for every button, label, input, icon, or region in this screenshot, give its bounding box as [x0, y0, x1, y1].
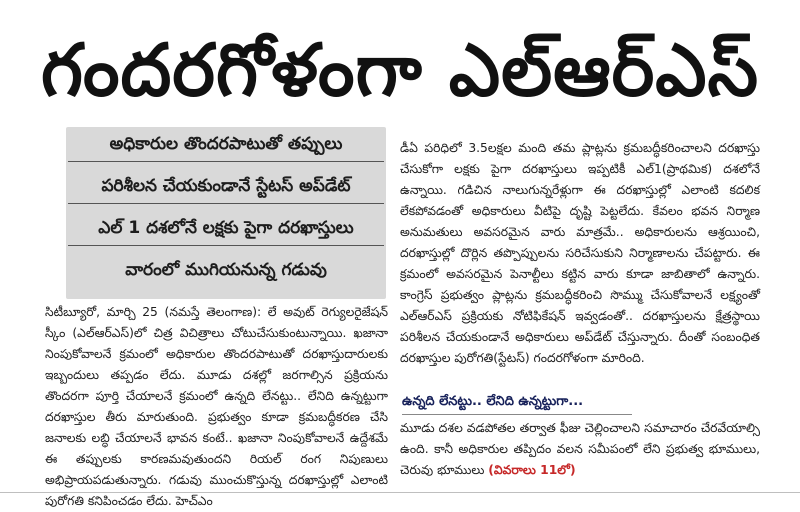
details-reference-tag: (వివరాలు 11లో)	[488, 463, 576, 477]
right-column-body-top: డీఏ పరిధిలో 3.5లక్షల మంది తమ ప్లాట్లను క్రమబద్ధీకరించాలని దరఖాస్తు చేసుకోగా లక్షకు పైగా దరఖాస్తులు ఇప్పటికీ ఎల్‌1(ప్రాథమిక) దశలోనే ఉన్నాయి. గడిచిన నాలుగున్నరేళ్లుగా ఈ దరఖాస్తుల్లో ఎలాంటి కదలిక లేకపోవడంతో అధికారులు వీటిపై దృష్టి పెట్టలేదు. కేవలం భవన నిర్మాణ అనుమతులు అవసరమైన వారు మాత్రమే.. అధికారులను ఆశ్రయించి, దరఖాస్తుల్లో దొర్లిన తప్పొప్పులను సరిచేసుకుని నిర్మాణాలను చేపట్టారు. ఈ క్రమంలో అవసరమైన పెనాల్టీలు కట్టిన వారు కూడా జాబితాలో ఉన్నారు. కాంగ్రెస్‌ ప్రభుత్వం ప్లాట్లను క్రమబద్ధీకరించి సొమ్ము చేసుకోవాలనే లక్ష్యంతో ఎల్‌ఆర్‌ఎస్‌ ప్రక్రియకు నోటిఫికేషన్‌ ఇవ్వడంతో.. దరఖాస్తులను క్షేత్రస్థాయి పరిశీలన చేయకుండానే అధికారులు అప్‌డేట్‌ చేస్తున్నారు. దీంతో సంబంధిత దరఖాస్తుల పురోగతి(స్టేటస్‌) గందరగోళంగా మారింది.	[400, 141, 760, 365]
right-column-body-bottom	[400, 418, 760, 481]
subhead-line-2: పరిశీలన చేయకుండానే స్టేటస్‌ అప్‌డేట్‌	[66, 175, 386, 197]
headline: గందరగోళంగా ఎల్‌ఆర్‌ఎస్‌	[40, 28, 760, 112]
subheads-box	[66, 127, 386, 299]
left-column-body: సిటీబ్యూరో, మార్చి 25 (నమస్తే తెలంగాణ): లే అవుట్‌ రెగ్యులరైజేషన్‌ స్కీం (ఎల్‌ఆర్‌ఎస్‌)లో చిత్ర విచిత్రాలు చోటుచేసుకుంటున్నాయి. ఖజానా నింపుకోవాలనే క్రమంలో అధికారుల తొందరపాటుతో దరఖాస్తుదారులకు ఇబ్బందులు తప్పడం లేదు. మూడు దశల్లో జరగాల్సిన ప్రక్రియను తొందరగా పూర్తి చేయాలనే క్రమంలో ఉన్నది లేనట్టు.. లేనిది ఉన్నట్టుగా దరఖాస్తుల తీరు మారుతుంది. ప్రభుత్వం కూడా క్రమబద్ధీకరణ చేసి జనాలకు లబ్ధి చేయాలనే భావన కంటే.. ఖజానా నింపుకోవాలనే ఉద్దేశమే ఈ తప్పులకు కారణమవుతుందని రియల్‌ రంగ నిపుణులు అభిప్రాయపడుతున్నారు. గడువు ముంచుకొస్తున్న దరఖాస్తుల్లో ఎలాంటి పురోగతి కనిపించడం లేదు. హెచ్‌ఎం	[45, 305, 388, 508]
subhead-line-4: వారంలో ముగియనున్న గడువు	[125, 260, 327, 280]
subhead-line-1: అధికారుల తొందరపాటుతో తప్పులు	[66, 133, 386, 155]
right-column-subhead: ఉన్నది లేనట్టు.. లేనిది ఉన్నట్టుగా...	[402, 392, 652, 412]
bottom-divider	[0, 492, 800, 493]
subhead-line-3: ఎల్‌ 1 దశలోనే లక్షకు పైగా దరఖాస్తులు	[66, 217, 386, 239]
right-column-body-bottom-text: మూడు దశల వడపోతల తర్వాత ఫీజు చెల్లించాలని సమాచారం చేరవేయాల్సి ఉంది. కానీ అధికారుల తప్పిదం వలన సమీపంలో లేని ప్రభుత్వ భూములు, చెరువు భూములు	[400, 421, 760, 477]
